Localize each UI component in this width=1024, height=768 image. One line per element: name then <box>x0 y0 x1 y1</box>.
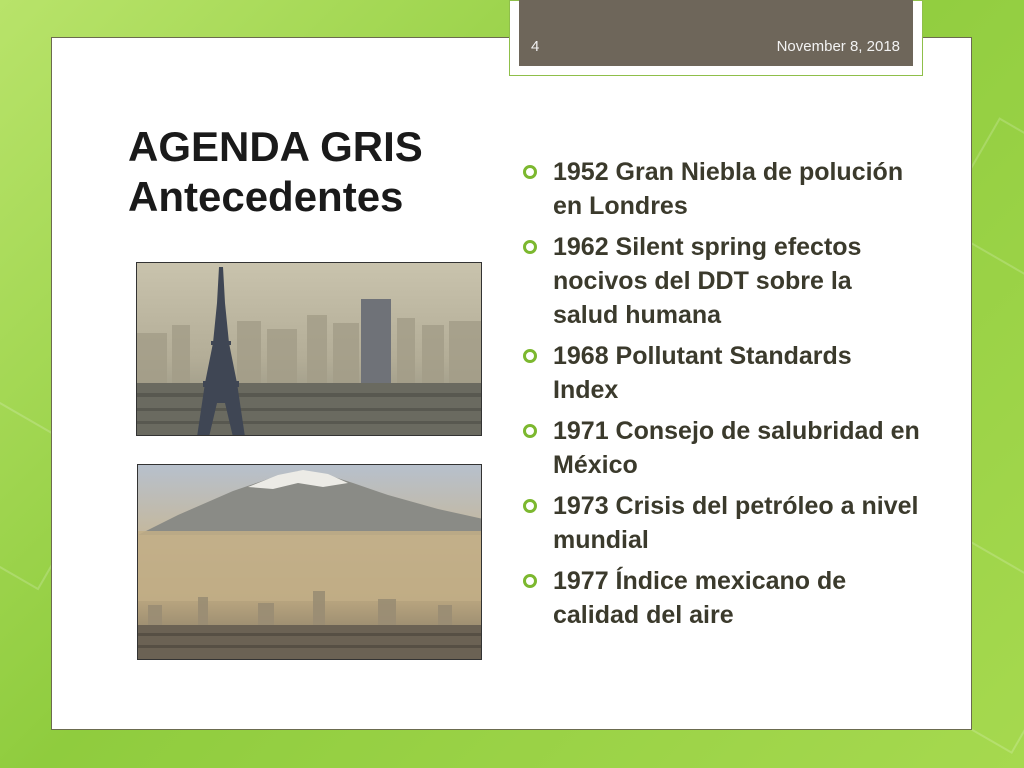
bullet-item <box>521 339 921 407</box>
circle-bullet-icon <box>523 240 537 254</box>
paris-smog-photo <box>136 262 482 436</box>
bullet-text: 1968 Pollutant Standards Index <box>553 342 852 404</box>
bullet-item <box>521 414 921 482</box>
header-bar <box>519 0 913 66</box>
bullet-text: 1971 Consejo de salubridad en México <box>553 417 920 479</box>
bullet-text: 1973 Crisis del petróleo a nivel mundial <box>553 492 919 554</box>
circle-bullet-icon <box>523 165 537 179</box>
slide-number: 4 <box>531 38 540 55</box>
bullet-text: 1962 Silent spring efectos nocivos del DDT sobre la salud humana <box>553 233 862 329</box>
circle-bullet-icon <box>523 574 537 588</box>
slide-title <box>128 122 498 222</box>
bullet-item <box>521 230 921 332</box>
slide-date: November 8, 2018 <box>776 38 900 55</box>
bullet-item <box>521 564 921 632</box>
circle-bullet-icon <box>523 349 537 363</box>
bullet-text: 1977 Índice mexicano de calidad del aire <box>553 567 847 629</box>
bullet-item <box>521 155 921 223</box>
mexico-smog-photo <box>137 464 482 660</box>
bullet-item <box>521 489 921 557</box>
title-line-1: AGENDA GRIS <box>128 123 423 170</box>
bullet-text: 1952 Gran Niebla de polución en Londres <box>553 158 904 220</box>
title-line-2: Antecedentes <box>128 173 404 220</box>
circle-bullet-icon <box>523 499 537 513</box>
circle-bullet-icon <box>523 424 537 438</box>
bullet-list <box>521 155 921 639</box>
